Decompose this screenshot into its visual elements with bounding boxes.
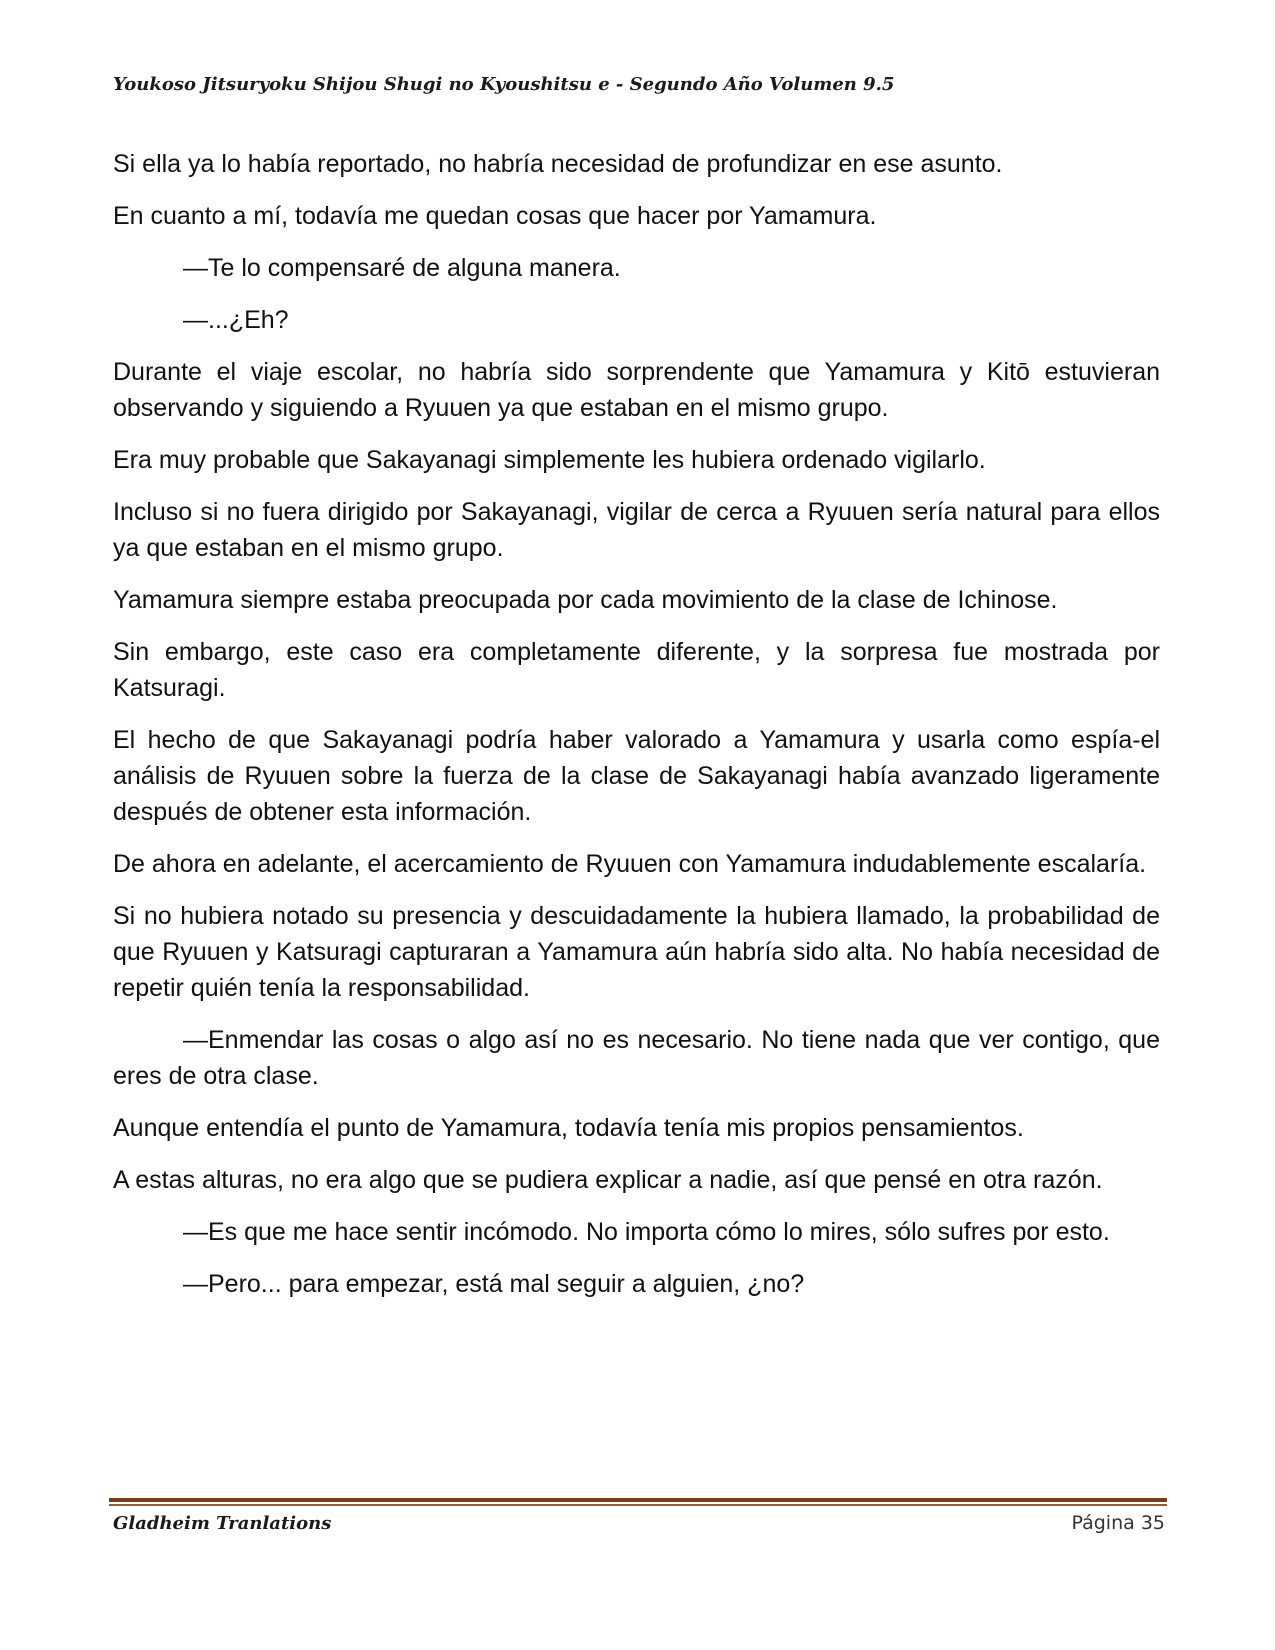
footer-divider [109,1498,1167,1506]
page-number: 35 [1140,1512,1165,1534]
paragraph: Era muy probable que Sakayanagi simplemente les hubiera ordenado vigilarlo. [113,446,986,474]
paragraph: Si no hubiera notado su presencia y descuidadamente la hubiera llamado, la probabilidad de que Ryuuen y Katsuragi capturaran a Yamamura aún habría sido alta. No había necesidad de repetir quién tenía la responsabilidad. [113,902,1160,1002]
dialogue-paragraph: —Enmendar las cosas o algo así no es necesario. No tiene nada que ver contigo, que eres de otra clase. [113,1026,1160,1090]
page-number-block [1071,1512,1165,1534]
paragraph: A estas alturas, no era algo que se pudiera explicar a nadie, así que pensé en otra razón. [113,1166,1103,1194]
dialogue-paragraph: —...¿Eh? [183,306,289,334]
dialogue-paragraph: —Pero... para empezar, está mal seguir a alguien, ¿no? [183,1270,805,1298]
page-label: Página [1071,1512,1135,1534]
dialogue-paragraph: —Es que me hace sentir incómodo. No importa cómo lo mires, sólo sufres por esto. [183,1218,1110,1246]
footer-divider-thin-line [109,1504,1167,1506]
paragraph: Aunque entendía el punto de Yamamura, todavía tenía mis propios pensamientos. [113,1114,1024,1142]
paragraph: Sin embargo, este caso era completamente diferente, y la sorpresa fue mostrada por Katsuragi. [113,638,1160,702]
footer-publisher: Gladheim Tranlations [113,1513,332,1534]
paragraph: El hecho de que Sakayanagi podría haber valorado a Yamamura y usarla como espía-el análisis de Ryuuen sobre la fuerza de la clase de Sakayanagi había avanzado ligeramente después de obtener esta información. [113,726,1160,826]
page-header-title: Youkoso Jitsuryoku Shijou Shugi no Kyoushitsu e - Segundo Año Volumen 9.5 [113,74,895,95]
paragraph: Durante el viaje escolar, no habría sido sorprendente que Yamamura y Kitō estuvieran observando y siguiendo a Ryuuen ya que estaban en el mismo grupo. [113,358,1160,422]
footer-divider-thick-line [109,1498,1167,1502]
paragraph: De ahora en adelante, el acercamiento de Ryuuen con Yamamura indudablemente escalaría. [113,850,1147,878]
dialogue-paragraph: —Te lo compensaré de alguna manera. [183,254,621,282]
chapter-body [113,146,1160,1318]
paragraph: Yamamura siempre estaba preocupada por cada movimiento de la clase de Ichinose. [113,586,1058,614]
paragraph: Incluso si no fuera dirigido por Sakayanagi, vigilar de cerca a Ryuuen sería natural para ellos ya que estaban en el mismo grupo. [113,498,1160,562]
paragraph: Si ella ya lo había reportado, no habría necesidad de profundizar en ese asunto. [113,150,1003,178]
paragraph: En cuanto a mí, todavía me quedan cosas que hacer por Yamamura. [113,202,877,230]
